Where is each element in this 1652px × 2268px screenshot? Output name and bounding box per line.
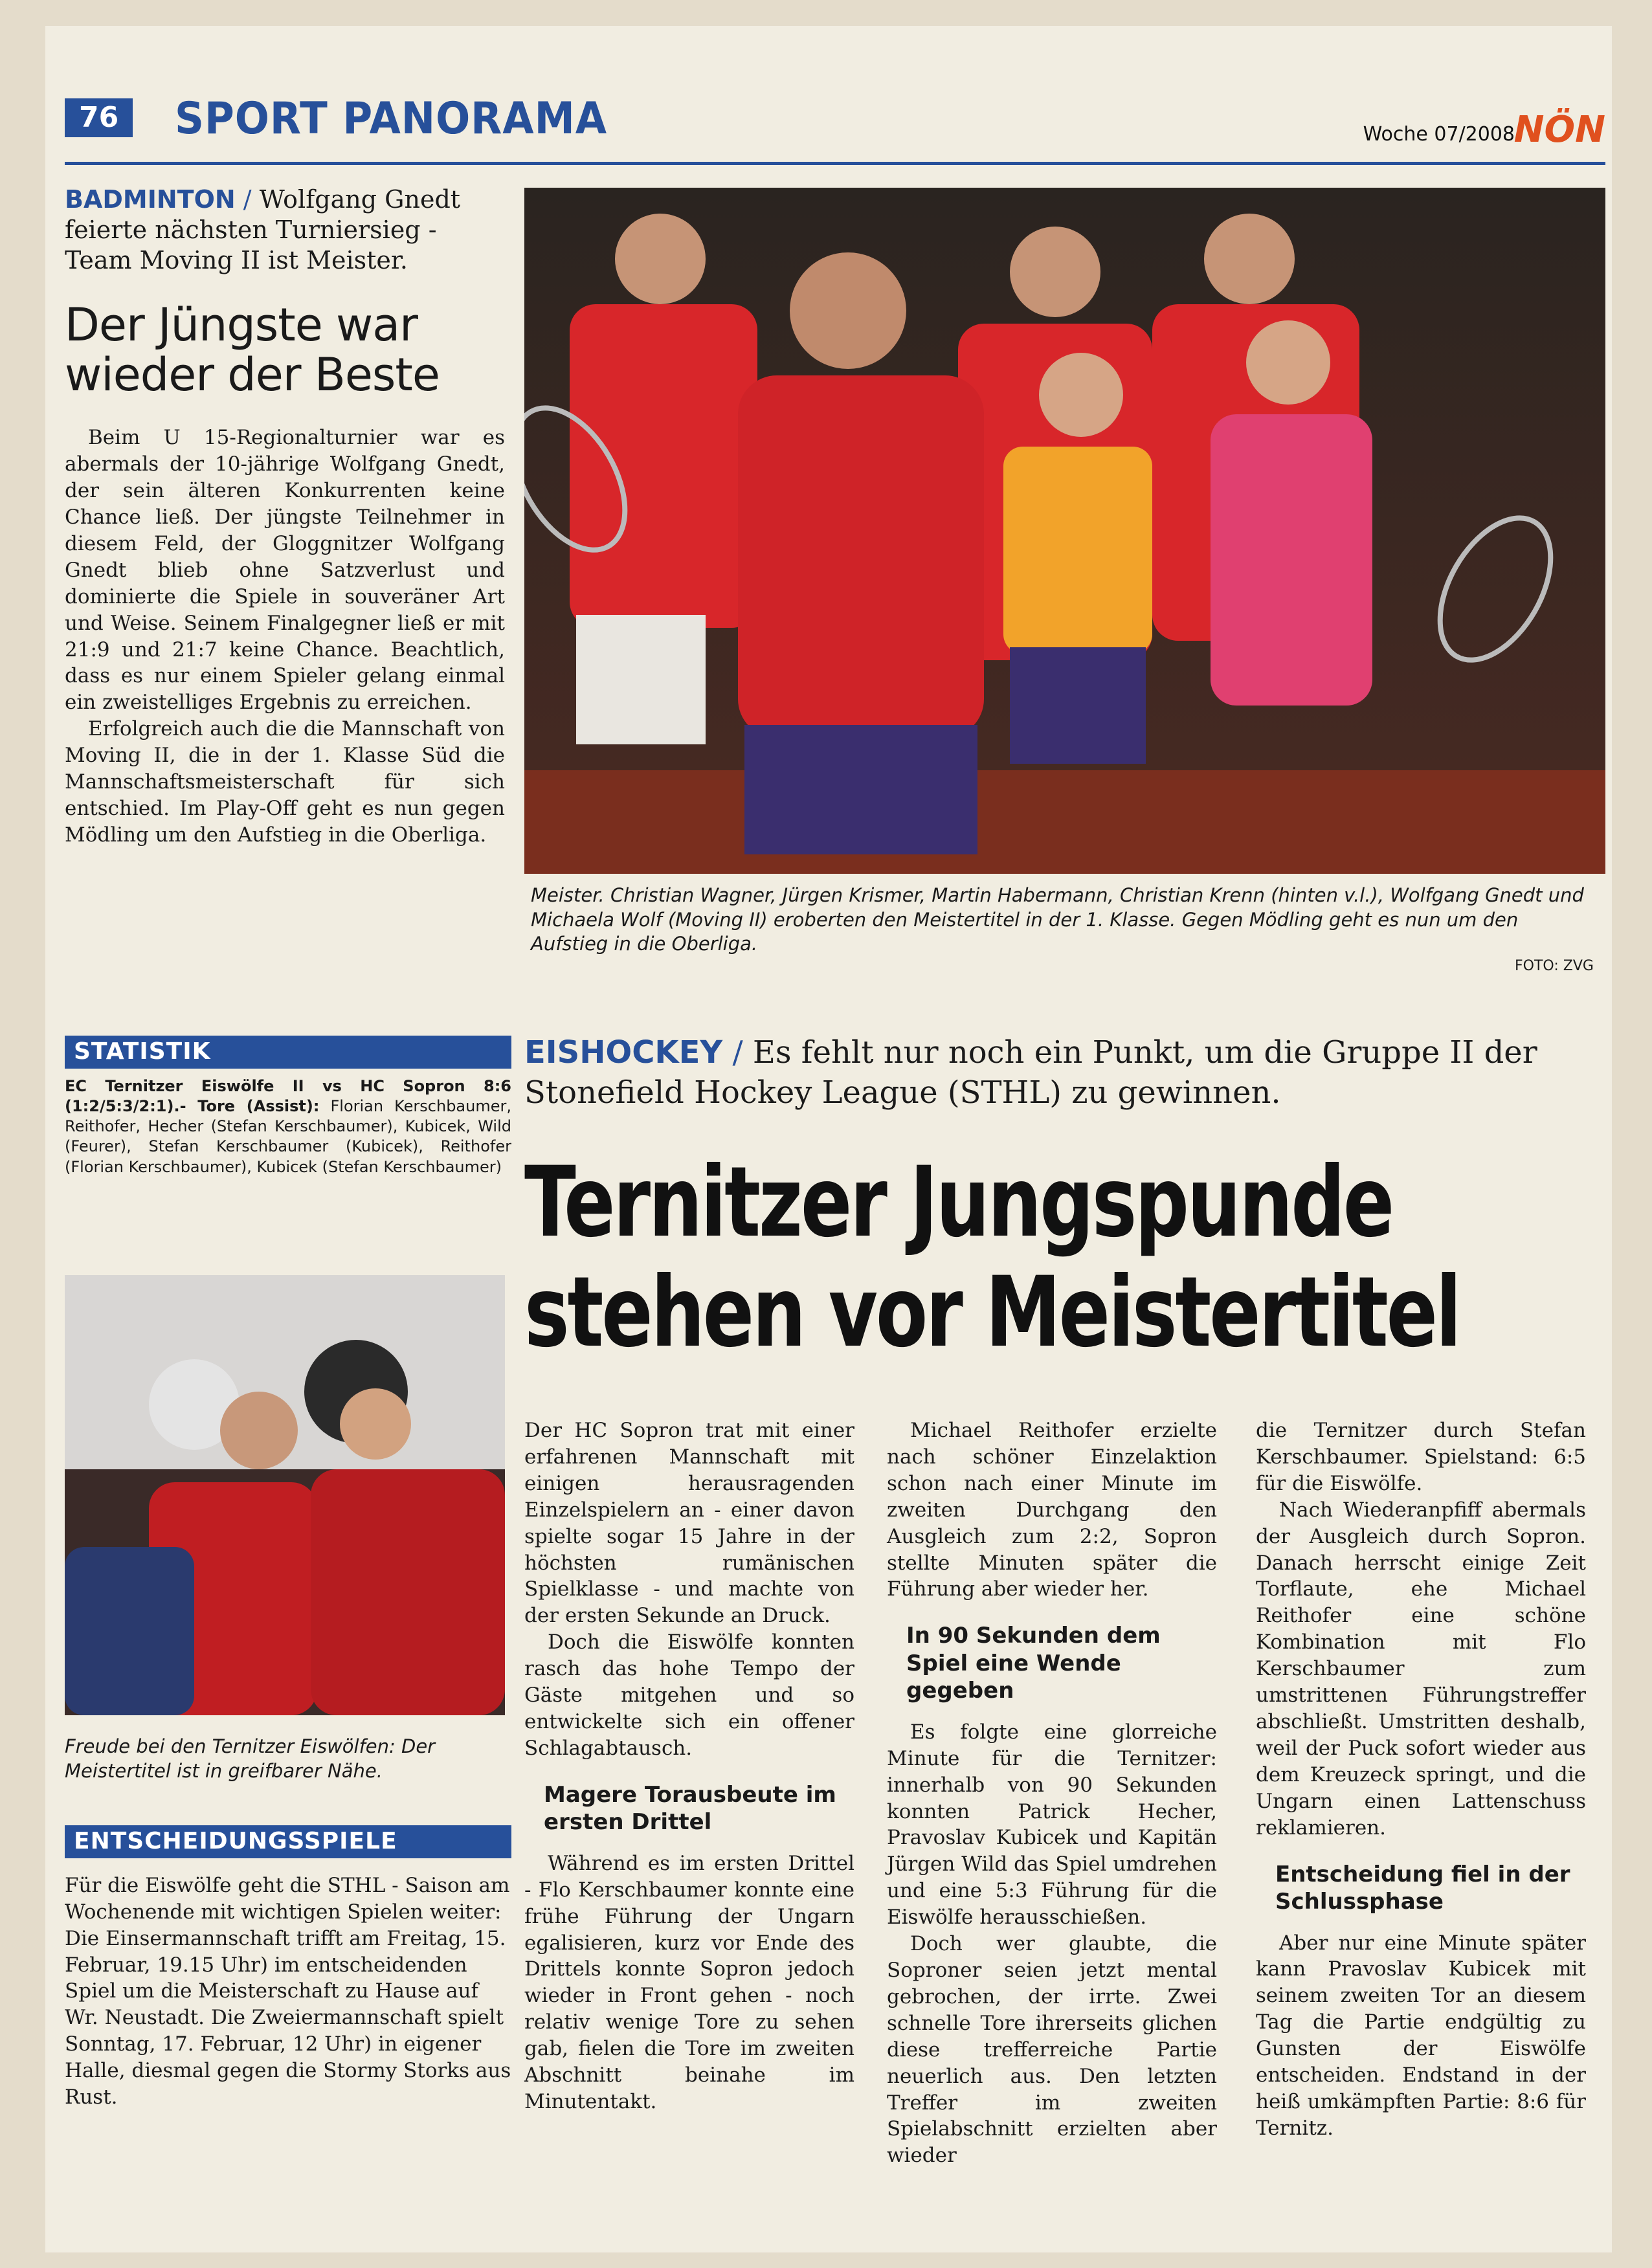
- entscheidung-box: [65, 1825, 511, 2111]
- badminton-headline: Der Jüngste war wieder der Beste: [65, 298, 440, 402]
- badminton-paragraph: Erfolgreich auch die die Mannschaft von Moving II, die in der 1. Klasse Süd die Mannschaftsmeisterschaft für sich entschied. Im Play-Off geht es nun gegen Mödling um den Aufstieg in die Oberliga.: [65, 717, 505, 847]
- eishockey-intro-text: Es fehlt nur noch ein Punkt, um die Gruppe II der Stonefield Hockey League (STHL) zu gewinnen.: [524, 1034, 1537, 1111]
- team-photo-image: [524, 188, 1605, 874]
- section-title: SPORT PANORAMA: [175, 93, 608, 144]
- eishockey-column-3: [1256, 1418, 1586, 2142]
- statistik-text: [65, 1076, 511, 1177]
- eishockey-kicker: EISHOCKEY: [524, 1034, 723, 1071]
- hockey-photo-image: [65, 1275, 505, 1715]
- subheading-3: Entscheidung fiel in der Schlussphase: [1275, 1861, 1570, 1915]
- article-paragraph: Nach Wiederanpfiff abermals der Ausgleich durch Sopron. Danach herrscht einige Zeit Torflaute, ehe Michael Reithofer eine schöne Kombination mit Flo Kerschbaumer zum umstrittenen Führungstreffer abschließt. Umstritten deshalb, weil der Puck sofort wieder aus dem Kreuzeck springt, und die Ungarn einen Lattenschuss reklamieren.: [1256, 1498, 1586, 1840]
- article-paragraph: Aber nur eine Minute später kann Pravoslav Kubicek mit seinem zweiten Tor an diesem Tag die Partie endgültig zu Gunsten der Eiswölfe entscheiden. Endstand in der heiß umkämpften Partie: 8:6 für Ternitz.: [1256, 1931, 1586, 2140]
- brand-logo: NÖN: [1513, 109, 1605, 151]
- eishockey-headline-line1: Ternitzer Jungspunde: [524, 1146, 1393, 1259]
- statistik-title: STATISTIK: [65, 1036, 511, 1069]
- badminton-article: [65, 184, 505, 849]
- hockey-photo: [65, 1275, 505, 1715]
- badminton-body: [65, 425, 505, 849]
- badminton-intro-text: Wolfgang Gnedt feierte nächsten Turniersieg - Team Moving II ist Meister.: [65, 185, 461, 275]
- subheading-2: In 90 Sekunden dem Spiel eine Wende gegeben: [906, 1623, 1161, 1704]
- hockey-photo-caption: Freude bei den Ternitzer Eiswölfen: Der Meistertitel ist in greifbarer Nähe.: [65, 1735, 436, 1782]
- eishockey-column-2: [887, 1418, 1217, 2169]
- issue-week: Woche 07/2008: [1363, 123, 1515, 146]
- newspaper-page: [45, 26, 1612, 2252]
- badminton-kicker: BADMINTON: [65, 185, 236, 214]
- eishockey-column-1: [524, 1418, 854, 2115]
- badminton-paragraph: Beim U 15-Regionalturnier war es abermals der 10-jährige Wolfgang Gnedt, der sein älteren Konkurrenten keine Chance ließ. Der jüngste Teilnehmer in diesem Feld, der Gloggnitzer Wolfgang Gnedt blieb ohne Satzverlust und dominierte die Spiele in souveräner Art und Weise. Seinem Finalgegner ließ er mit 21:9 und 21:7 keine Chance. Beachtlich, dass es nur einem Spieler gelang einmal ein zweistelliges Ergebnis zu erreichen.: [65, 426, 505, 715]
- article-paragraph: Doch wer glaubte, die Soproner seien jetzt mental gebrochen, der irrte. Zwei schnelle Tore ihrerseits glichen diese trefferreiche Partie neuerlich aus. Den letzten Treffer im zweiten Spielabschnitt erzielten aber wieder: [887, 1932, 1217, 2168]
- entscheidung-text: Für die Eiswölfe geht die STHL - Saison am Wochenende mit wichtigen Spielen weiter: Die Einsermannschaft trifft am Freitag, 15. Februar, 19.15 Uhr) im entscheidenden Spiel um die Meisterschaft zu Hause auf Wr. Neustadt. Die Zweiermannschaft spielt Sonntag, 17. Februar, 12 Uhr) in eigener Halle, diesmal gegen die Stormy Storks aus Rust.: [65, 1873, 511, 2109]
- article-paragraph: Doch die Eiswölfe konnten rasch das hohe Tempo der Gäste mitgehen und so entwickelte sich ein offener Schlagabtausch.: [524, 1630, 854, 1760]
- statistik-match: EC Ternitzer Eiswölfe II vs HC Sopron 8:6 (1:2/5:3/2:1).- Tore (Assist):: [65, 1076, 511, 1115]
- page-number: 76: [65, 98, 133, 137]
- badminton-team-photo: [524, 188, 1605, 874]
- eishockey-intro: EISHOCKEY / Es fehlt nur noch ein Punkt, um die Gruppe II der Stonefield Hockey League (STHL) zu gewinnen.: [524, 1034, 1537, 1111]
- header-rule: [65, 162, 1605, 165]
- statistik-box: [65, 1036, 511, 1177]
- article-paragraph: Es folgte eine glorreiche Minute für die Ternitzer: innerhalb von 90 Sekunden konnten Patrick Hecher, Pravoslav Kubicek und Kapitän Jürgen Wild das Spiel umdrehen und eine 5:3 Führung für die Eiswölfe herausschießen.: [887, 1720, 1217, 1929]
- article-paragraph: Während es im ersten Drittel - Flo Kerschbaumer konnte eine frühe Führung der Ungarn egalisieren, kurz vor Ende des Drittels konnte Sopron jedoch wieder in Front gehen - noch relativ wenige Tore zu sehen gab, fielen die Tore im zweiten Abschnitt beinahe im Minutentakt.: [524, 1851, 854, 2113]
- badminton-photo-caption: Meister. Christian Wagner, Jürgen Krismer, Martin Habermann, Christian Krenn (hinten v.l.), Wolfgang Gnedt und Michaela Wolf (Moving II) eroberten den Meistertitel in der 1. Klasse. Gegen Mödling geht es nun um den Aufstieg in die Oberliga.: [531, 884, 1584, 955]
- badminton-intro: BADMINTON / Wolfgang Gnedt feierte nächsten Turniersieg - Team Moving II ist Meister.: [65, 185, 461, 275]
- article-paragraph: die Ternitzer durch Stefan Kerschbaumer. Spielstand: 6:5 für die Eiswölfe.: [1256, 1419, 1586, 1495]
- statistik-scorers: Florian Kerschbaumer, Reithofer, Hecher (Stefan Kerschbaumer), Kubicek, Wild (Feurer), Stefan Kerschbaumer (Kubicek), Reithofer (Florian Kerschbaumer), Kubicek (Stefan Kerschbaumer): [65, 1096, 511, 1176]
- photo-credit: FOTO: ZVG: [1515, 958, 1594, 974]
- subheading-1: Magere Torausbeute im ersten Drittel: [544, 1781, 836, 1836]
- entscheidung-title: ENTSCHEIDUNGSSPIELE: [65, 1825, 511, 1858]
- eishockey-headline-line2: stehen vor Meistertitel: [524, 1256, 1460, 1369]
- article-paragraph: Michael Reithofer erzielte nach schöner Einzelaktion schon nach einer Minute im zweiten Durchgang den Ausgleich zum 2:2, Sopron stellte Minuten später die Führung aber wieder her.: [887, 1419, 1217, 1601]
- article-paragraph: Der HC Sopron trat mit einer erfahrenen Mannschaft mit einigen herausragenden Einzelspielern an - einer davon spielte sogar 15 Jahre in der höchsten rumänischen Spielklasse - und machte von der ersten Sekunde an Druck.: [524, 1419, 854, 1628]
